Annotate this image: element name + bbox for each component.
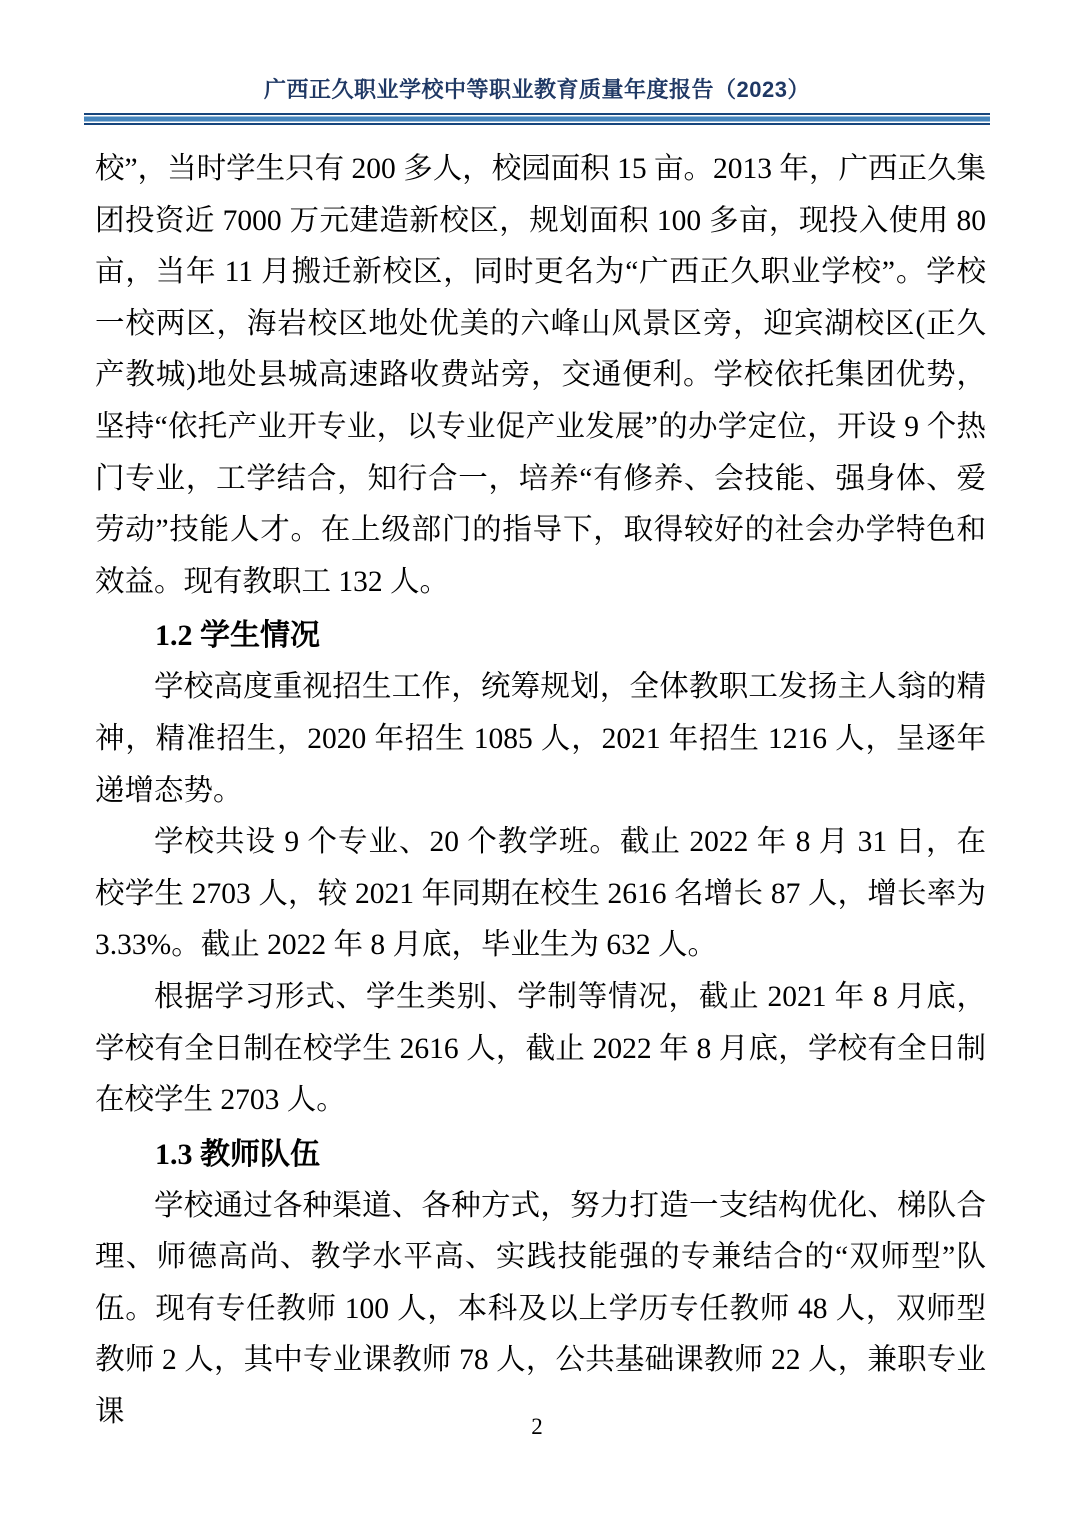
heading-teacher-team: 1.3 教师队伍 — [155, 1137, 320, 1171]
page-header — [0, 0, 1074, 125]
report-title: 广西正久职业学校中等职业教育质量年度报告（2023） — [264, 77, 810, 102]
document-body — [95, 144, 986, 1439]
paragraph-school-history: 校”，当时学生只有 200 多人，校园面积 15 亩。2013 年，广西正久集团投资近 7000 万元建造新校区，规划面积 100 多亩，现投入使用 80 亩，当年 11 月搬迁新校区，同时更名为“广西正久职业学校”。学校一校两区，海岩校区地处优美的六峰山风景区旁，迎宾湖校区(正久产教城)地处县城高速路收费站旁，交通便利。学校依托集团优势，坚持“依托产业开专业，以专业促产业发展”的办学定位，开设 9 个热门专业，工学结合，知行合一，培养“有修养、会技能、强身体、爱劳动”技能人才。在上级部门的指导下，取得较好的社会办学特色和效益。现有教职工 132 人。 — [95, 153, 986, 598]
page-number: 2 — [531, 1414, 543, 1439]
paragraph-majors-classes: 学校共设 9 个专业、20 个教学班。截止 2022 年 8 月 31 日，在校学生 2703 人，较 2021 年同期在校生 2616 名增长 87 人，增长率为 3.33%。截止 2022 年 8 月底，毕业生为 632 人。 — [95, 826, 986, 962]
paragraph-fulltime-students: 根据学习形式、学生类别、学制等情况，截止 2021 年 8 月底，学校有全日制在校学生 2616 人，截止 2022 年 8 月底，学校有全日制在校学生 2703 人。 — [95, 980, 986, 1117]
heading-student-situation: 1.2 学生情况 — [155, 619, 320, 653]
page-footer — [0, 1414, 1074, 1440]
header-divider-rule — [84, 113, 990, 125]
paragraph-teacher-team: 学校通过各种渠道、各种方式，努力打造一支结构优化、梯队合理、师德高尚、教学水平高、实践技能强的专兼结合的“双师型”队伍。现有专任教师 100 人，本科及以上学历专任教师 48 人，双师型教师 2 人，其中专业课教师 78 人，公共基础课教师 22 人，兼职专业课 — [95, 1189, 986, 1429]
paragraph-enrollment: 学校高度重视招生工作，统筹规划，全体教职工发扬主人翁的精神，精准招生，2020 年招生 1085 人，2021 年招生 1216 人，呈逐年递增态势。 — [95, 671, 986, 807]
